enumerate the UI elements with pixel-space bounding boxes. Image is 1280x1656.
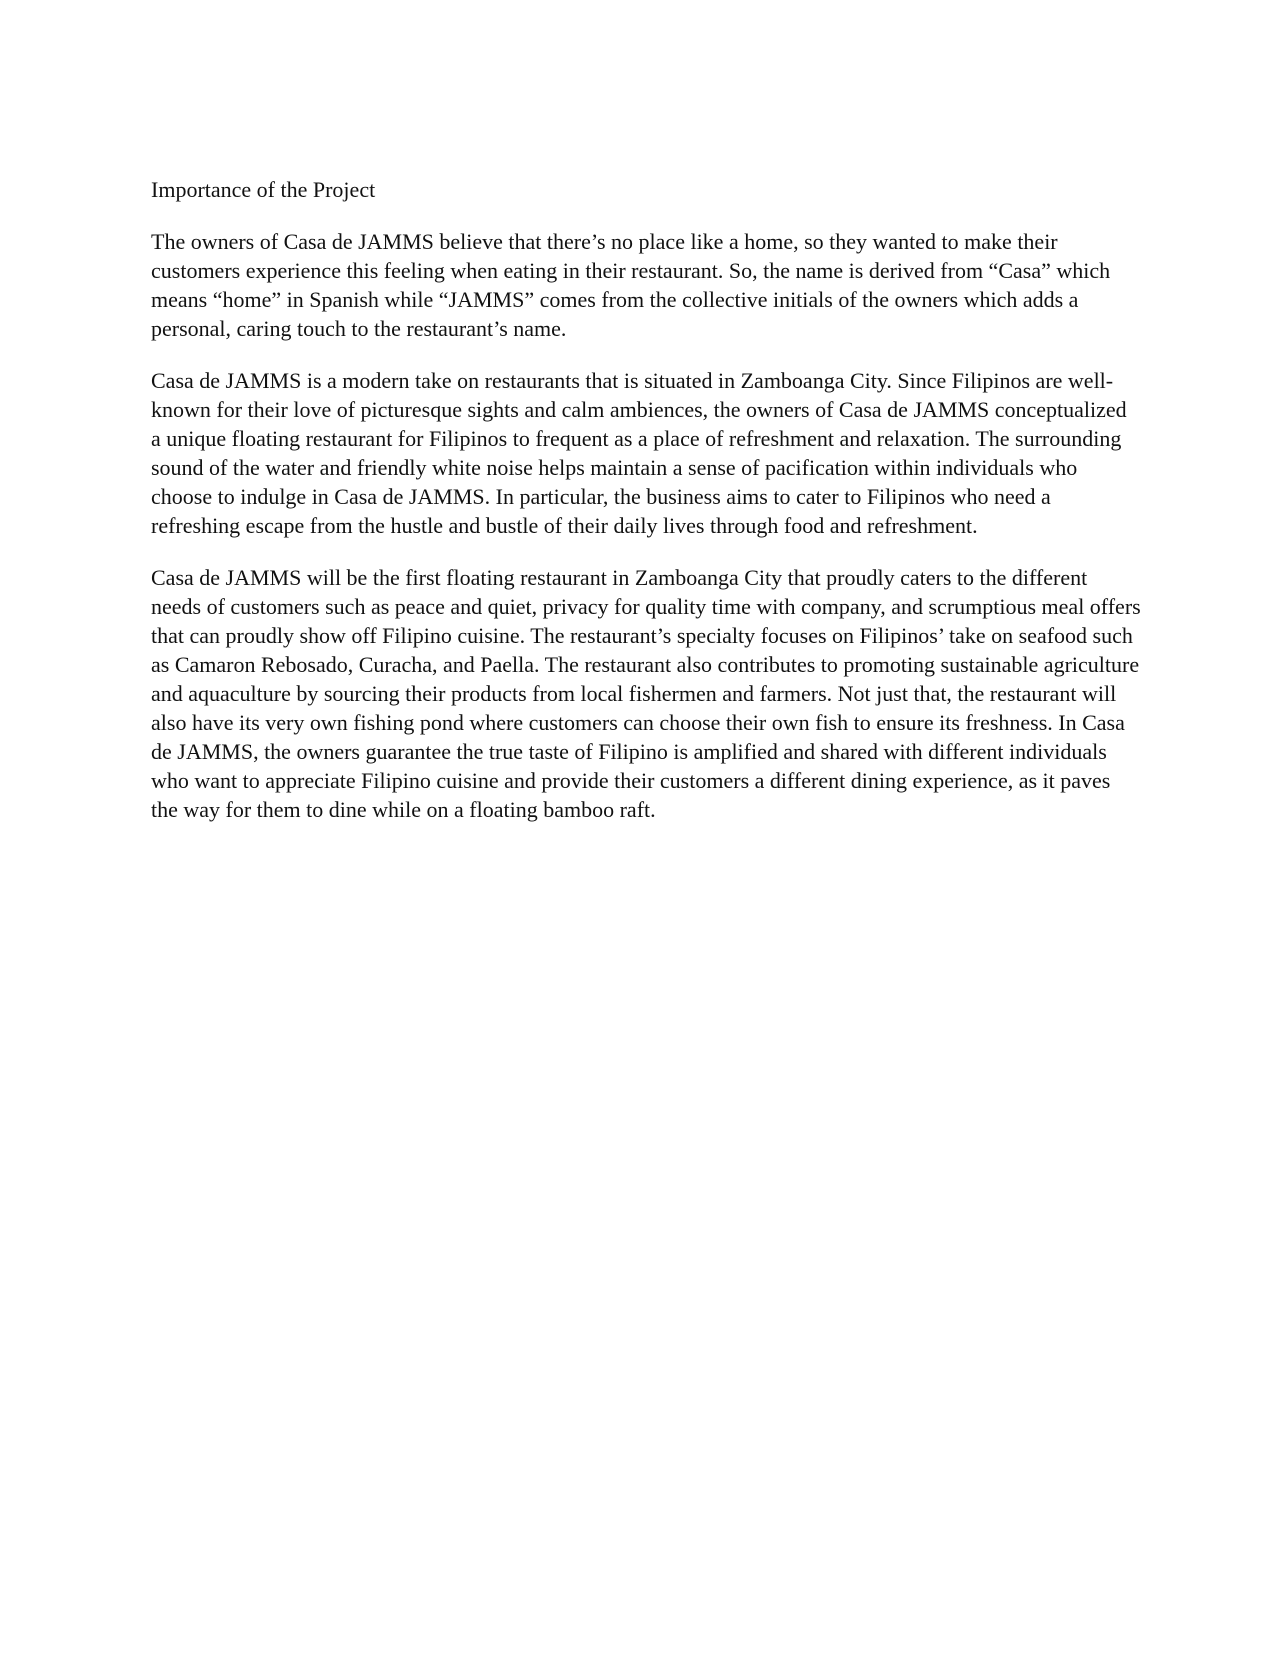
section-heading: Importance of the Project <box>151 177 376 202</box>
paragraph-name-origin: The owners of Casa de JAMMS believe that there’s no place like a home, so they wanted to make their customers experience this feeling when eating in their restaurant. So, the name is derived from “Casa” which means “home” in Spanish while “JAMMS” comes from the collective initials of the owners which adds a personal, caring touch to the restaurant’s name. <box>151 229 1111 341</box>
document-body <box>151 175 1141 847</box>
paragraph-concept: Casa de JAMMS is a modern take on restaurants that is situated in Zamboanga City. Since Filipinos are well-known for their love of picturesque sights and calm ambiences, the owners of Casa de JAMMS conceptualized a unique floating restaurant for Filipinos to frequent as a place of refreshment and relaxation. The surrounding sound of the water and friendly white noise helps maintain a sense of pacification within individuals who choose to indulge in Casa de JAMMS. In particular, the business aims to cater to Filipinos who need a refreshing escape from the hustle and bustle of their daily lives through food and refreshment. <box>151 368 1127 538</box>
paragraph-offerings: Casa de JAMMS will be the first floating restaurant in Zamboanga City that proudly caters to the different needs of customers such as peace and quiet, privacy for quality time with company, and scrumptious meal offers that can proudly show off Filipino cuisine. The restaurant’s specialty focuses on Filipinos’ take on seafood such as Camaron Rebosado, Curacha, and Paella. The restaurant also contributes to promoting sustainable agriculture and aquaculture by sourcing their products from local fishermen and farmers. Not just that, the restaurant will also have its very own fishing pond where customers can choose their own fish to ensure its freshness. In Casa de JAMMS, the owners guarantee the true taste of Filipino is amplified and shared with different individuals who want to appreciate Filipino cuisine and provide their customers a different dining experience, as it paves the way for them to dine while on a floating bamboo raft. <box>151 565 1141 822</box>
